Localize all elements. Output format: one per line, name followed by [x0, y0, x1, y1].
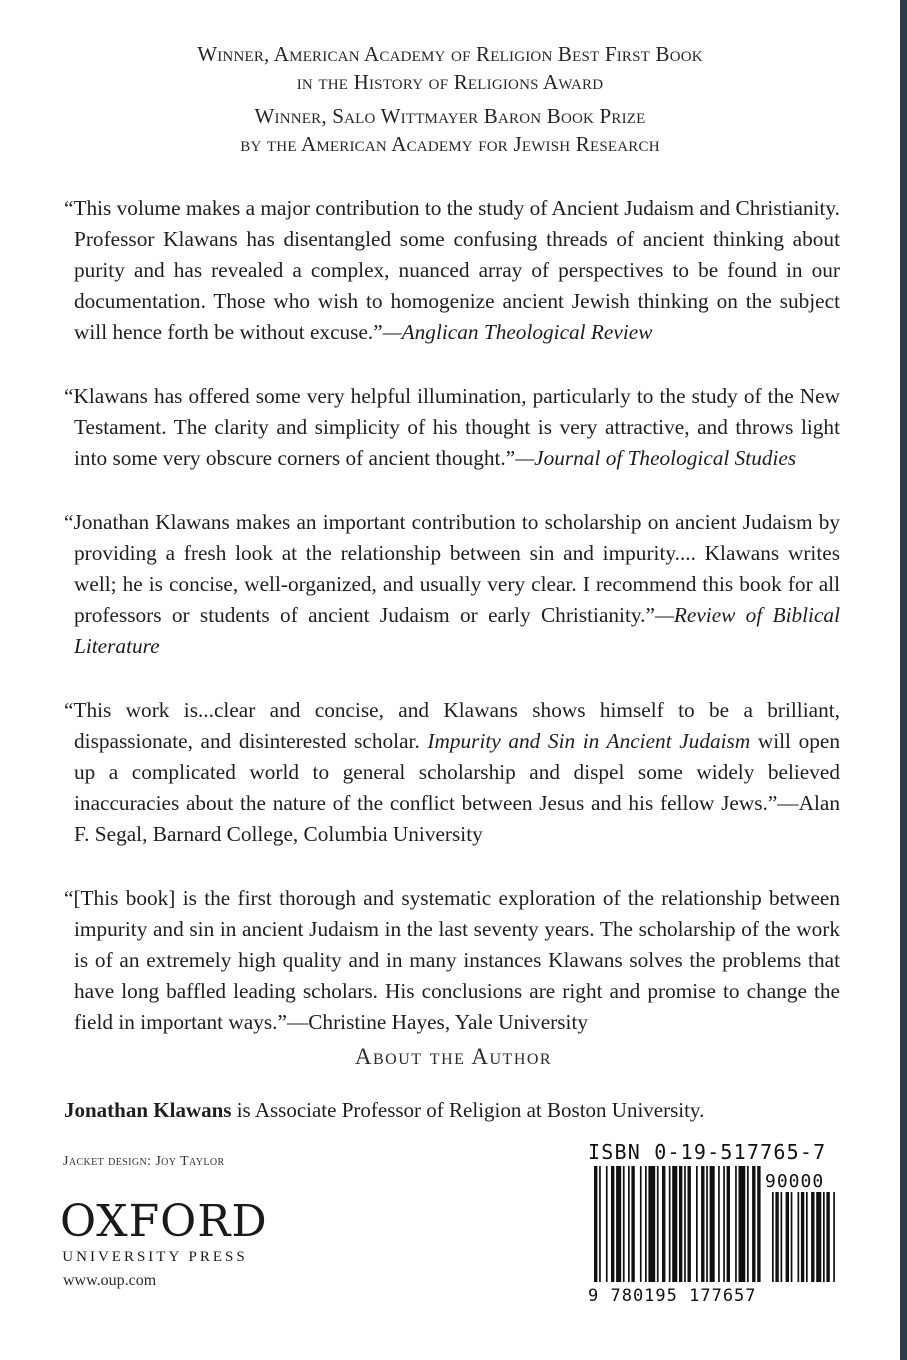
- barcode-bar: [611, 1166, 614, 1282]
- logo-oxford: OXFORD: [60, 1196, 268, 1247]
- author-name: Jonathan Klawans: [64, 1098, 232, 1122]
- barcode-bar: [701, 1166, 704, 1282]
- barcode-bar: [757, 1166, 760, 1282]
- barcode-addon-bar: [806, 1192, 808, 1282]
- barcode-bar: [669, 1166, 671, 1282]
- quote-text: “Klawans has offered some very helpful illumination, particularly to the study of the New Testament. The clarity and simplicity of his thought is very attractive, and throws light into some very obscure corners of ancient thought.”: [64, 384, 840, 470]
- barcode-bar: [672, 1166, 677, 1282]
- barcode-bar: [640, 1166, 642, 1282]
- barcode-bar: [599, 1166, 601, 1282]
- award-aar-line2: in the History of Religions Award: [296, 70, 604, 94]
- book-title: Impurity and Sin in Ancient Judaism: [427, 729, 751, 753]
- barcode-bar: [631, 1166, 634, 1282]
- logo-university-press: UNIVERSITY PRESS: [62, 1249, 248, 1265]
- award-baron-line1: Winner, Salo Wittmayer Baron Book Prize: [254, 104, 646, 128]
- barcode-addon-bar: [798, 1192, 800, 1282]
- barcode-bar: [623, 1166, 625, 1282]
- barcode-addon-number: 90000: [765, 1171, 825, 1192]
- barcode-bar: [657, 1166, 659, 1282]
- award-aar-line1: Winner, American Academy of Religion Best First Book: [197, 42, 703, 66]
- barcode-bar: [747, 1166, 749, 1282]
- barcode-addon-bar: [833, 1192, 835, 1282]
- jacket-credit: Jacket design: Joy Taylor: [63, 1154, 225, 1169]
- quote-text: “Jonathan Klawans makes an important contribution to scholarship on ancient Judaism by providing a fresh look at the relationship between sin and impurity.... Klawans writes well; he is concise, well-organized, and usually very clear. I recommend this book for all professors or students of ancient Judaism or early Christianity.”: [64, 510, 840, 627]
- barcode-digits: 9 780195 177657: [588, 1286, 757, 1306]
- barcode-bar: [723, 1166, 725, 1282]
- barcode-addon-bar: [801, 1192, 804, 1282]
- barcode-addon-bar: [826, 1192, 829, 1282]
- barcode-bar: [739, 1166, 746, 1282]
- barcode-bar: [718, 1166, 720, 1282]
- barcode-addon-bar: [772, 1192, 774, 1282]
- barcode-addon-bar: [816, 1192, 821, 1282]
- barcode-bar: [710, 1166, 715, 1282]
- quote-segal: [64, 695, 840, 850]
- award-aar: [0, 40, 900, 96]
- barcode-addon-bar: [786, 1192, 789, 1282]
- barcode-bar: [594, 1166, 597, 1282]
- quote-source: —Journal of Theological Studies: [515, 446, 797, 470]
- barcode-bar: [706, 1166, 708, 1282]
- barcode-bar: [616, 1166, 621, 1282]
- barcode-bar: [696, 1166, 698, 1282]
- publisher-website: www.oup.com: [63, 1272, 157, 1289]
- barcode-bar: [648, 1166, 655, 1282]
- barcode-addon-bar: [811, 1192, 814, 1282]
- barcode-bar: [684, 1166, 686, 1282]
- oxford-logo: [60, 1196, 268, 1268]
- quote-text: “[This book] is the first thorough and systematic exploration of the relationship between impurity and sin in ancient Judaism in the last seventy years. The scholarship of the work is of an extremely high quality and in many instances Klawans solves the problems that have long baffled leading scholars. His conclusions are right and promise to change the field in important ways.”—Christine Hayes, Yale University: [64, 886, 840, 1034]
- award-baron-line2: by the American Academy for Jewish Research: [240, 132, 660, 156]
- about-heading: About the Author: [354, 1044, 553, 1069]
- barcode-bar: [606, 1166, 608, 1282]
- barcode-bar: [752, 1166, 755, 1282]
- barcode-addon-bar: [791, 1192, 793, 1282]
- barcode-addon-bar: [823, 1192, 825, 1282]
- barcode-bar: [735, 1166, 737, 1282]
- quote-jts: [64, 381, 840, 474]
- isbn-number: ISBN 0-19-517765-7: [588, 1140, 827, 1164]
- cover-edge-strip: [900, 0, 907, 1360]
- barcode-bar: [688, 1166, 691, 1282]
- quote-rbl: [64, 507, 840, 662]
- barcode-block: [588, 1140, 844, 1308]
- barcode-bar: [679, 1166, 682, 1282]
- quote-source: —Review of Biblical Literature: [74, 603, 840, 658]
- quote-anglican: [64, 193, 840, 348]
- barcode-bar: [645, 1166, 647, 1282]
- barcode-addon-bar: [781, 1192, 783, 1282]
- quote-text-end: will open up a complicated world to general scholarship and dispel some widely believed inaccuracies about the nature of the conflict between Jesus and his fellow Jews.”—Alan F. Segal, Barnard College, Columbia University: [74, 729, 840, 846]
- quote-source: —Anglican Theological Review: [382, 320, 653, 344]
- quote-hayes: [64, 883, 840, 1038]
- quote-text: “This work is...clear and concise, and Klawans shows himself to be a brilliant, dispassionate, and disinterested scholar.: [64, 698, 840, 753]
- barcode-bar: [727, 1166, 730, 1282]
- quote-text: “This volume makes a major contribution to the study of Ancient Judaism and Christianity. Professor Klawans has disentangled some confusing threads of ancient thinking about purity and has revealed a complex, nuanced array of perspectives to be found in our documentation. Those who wish to homogenize ancient Jewish thinking on the subject will hence forth be without excuse.”: [64, 196, 840, 344]
- barcode-addon-bar: [775, 1192, 778, 1282]
- about-author: [64, 1095, 844, 1125]
- award-baron: [0, 102, 900, 158]
- author-bio: is Associate Professor of Religion at Boston University.: [231, 1098, 705, 1122]
- review-quotes: [64, 193, 840, 1071]
- awards-block: [0, 40, 900, 158]
- barcode-bar: [628, 1166, 630, 1282]
- barcode-bar: [662, 1166, 665, 1282]
